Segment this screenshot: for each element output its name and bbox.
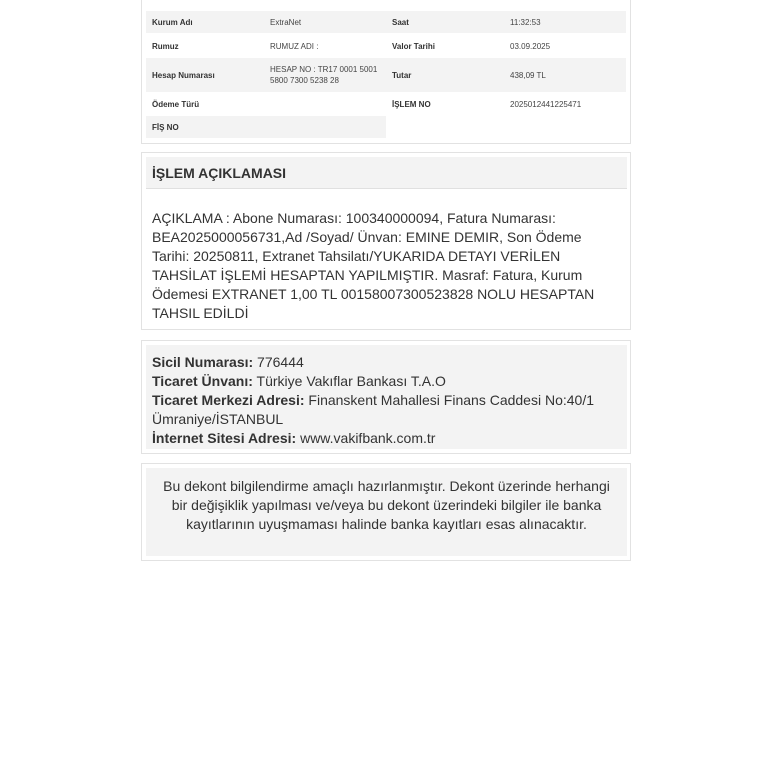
sicil-label: Sicil Numarası: <box>152 354 254 370</box>
disclaimer-card <box>141 463 631 561</box>
fis-no-label: FİŞ NO <box>152 122 179 132</box>
detail-row-hesap <box>146 58 627 92</box>
detail-row-fis <box>146 116 627 138</box>
islem-no-value: 2025012441225471 <box>510 99 582 109</box>
kurum-adi-value: ExtraNet <box>270 17 302 27</box>
tutar-value: 438,09 TL <box>510 70 546 80</box>
unvan-label: Ticaret Ünvanı: <box>152 373 253 389</box>
saat-value: 11:32:53 <box>510 17 541 27</box>
transaction-details-card <box>141 0 631 144</box>
merkez-label: Ticaret Merkezi Adresi: <box>152 392 305 408</box>
transaction-description-card <box>141 152 631 330</box>
detail-row-odeme <box>146 93 627 115</box>
valor-tarihi-label: Valor Tarihi <box>392 41 435 51</box>
odeme-turu-value <box>266 93 386 115</box>
sicil-value: 776444 <box>257 354 304 370</box>
tutar-label: Tutar <box>392 70 412 80</box>
unvan-line <box>152 372 621 391</box>
description-title: İŞLEM AÇIKLAMASI <box>146 157 627 189</box>
islem-no-label: İŞLEM NO <box>392 99 431 109</box>
detail-row-rumuz <box>146 35 627 57</box>
description-text: AÇIKLAMA : Abone Numarası: 100340000094, Fatura Numarası: BEA2025000056731,Ad /Soyad/ Ünvan: EMINE DEMIR, Son Ödeme Tarihi: 20250811, Extranet Tahsilatı/YUKARIDA DETAYI VERİLEN TAHSİLAT İŞLEMİ HESAPTAN YAPILMIŞTIR. Masraf: Fatura, Kurum Ödemesi EXTRANET 1,00 TL 00158007300523828 NOLU HESAPTAN TAHSIL EDİLDİ <box>152 210 595 321</box>
valor-tarihi-value: 03.09.2025 <box>510 41 551 51</box>
site-label: İnternet Sitesi Adresi: <box>152 430 297 446</box>
unvan-value: Türkiye Vakıflar Bankası T.A.O <box>256 373 446 389</box>
odeme-turu-label: Ödeme Türü <box>152 99 200 109</box>
hesap-numarasi-label: Hesap Numarası <box>152 70 215 80</box>
merkez-value: Finanskent Mahallesi Finans Caddesi No:40/1 Ümraniye/İSTANBUL <box>152 392 595 427</box>
fis-no-value <box>266 116 386 138</box>
kurum-adi-label: Kurum Adı <box>152 17 193 27</box>
merkez-line <box>152 391 621 429</box>
site-line <box>152 429 621 448</box>
disclaimer-text: Bu dekont bilgilendirme amaçlı hazırlanmıştır. Dekont üzerinde herhangi bir değişiklik yapılması ve/veya bu dekont üzerindeki bilgiler ile banka kayıtlarının uyuşmaması halinde banka kayıtları esas alınacaktır. <box>146 468 627 556</box>
detail-row-kurum <box>146 11 627 33</box>
rumuz-value: RUMUZ ADI : <box>270 41 319 51</box>
hesap-numarasi-value: HESAP NO : TR17 0001 5001 5800 7300 5238 28 <box>270 65 378 85</box>
saat-label: Saat <box>392 17 409 27</box>
site-value[interactable]: www.vakifbank.com.tr <box>300 430 436 446</box>
sicil-line <box>152 353 621 372</box>
bank-info-card <box>141 340 631 454</box>
rumuz-label: Rumuz <box>152 41 179 51</box>
